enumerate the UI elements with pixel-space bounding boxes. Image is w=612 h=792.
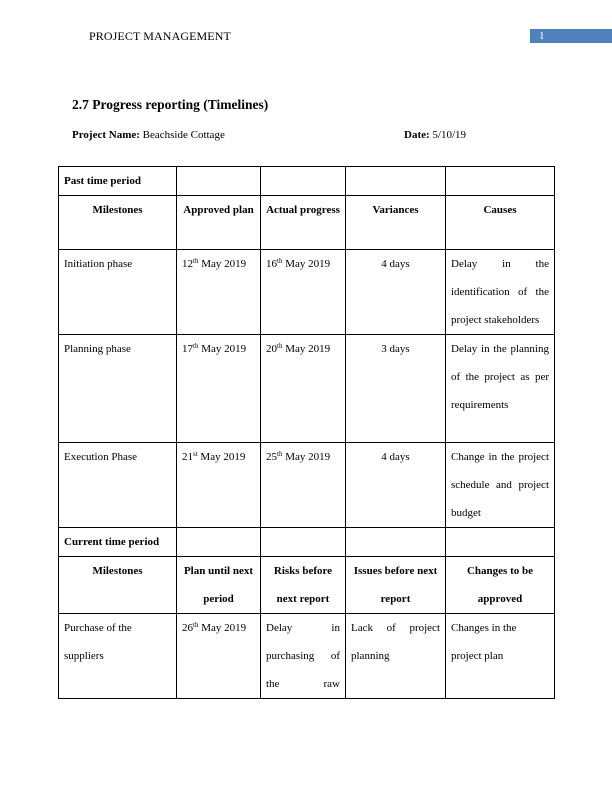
risk-cell: Delay in purchasing of the raw: [261, 614, 346, 699]
actual-date-cell: 16th May 2019: [261, 250, 346, 335]
header-plan-until-next: Plan until next period: [177, 557, 261, 614]
header-variances: Variances: [346, 196, 446, 250]
plan-date-cell: 12th May 2019: [177, 250, 261, 335]
milestone-cell: Initiation phase: [59, 250, 177, 335]
cause-cell: Delay in the planning of the project as per requirements: [446, 335, 555, 443]
header-risks: Risks before next report: [261, 557, 346, 614]
project-name-value: Beachside Cottage: [142, 129, 225, 141]
progress-table: [58, 166, 555, 699]
actual-date-cell: 20th May 2019: [261, 335, 346, 443]
table-row: [59, 250, 555, 335]
current-period-label: Current time period: [59, 528, 177, 557]
milestone-cell: Planning phase: [59, 335, 177, 443]
current-period-row: [59, 528, 555, 557]
cause-cell: Delay in the identification of the project stakeholders: [446, 250, 555, 335]
date-value: 5/10/19: [432, 129, 467, 141]
header-approved-plan: Approved plan: [177, 196, 261, 250]
change-cell: Changes in the project plan: [446, 614, 555, 699]
current-header-row: [59, 557, 555, 614]
running-header: PROJECT MANAGEMENT: [89, 29, 231, 43]
plan-date-cell: 26th May 2019: [177, 614, 261, 699]
past-period-row: [59, 167, 555, 196]
table-row: [59, 335, 555, 443]
date-line: [404, 129, 466, 141]
actual-date-cell: 25th May 2019: [261, 443, 346, 528]
header-milestones: Milestones: [59, 196, 177, 250]
past-header-row: [59, 196, 555, 250]
table-row: [59, 614, 555, 699]
cause-cell: Change in the project schedule and project budget: [446, 443, 555, 528]
project-name-line: [72, 129, 225, 141]
past-period-label: Past time period: [59, 167, 177, 196]
milestone-cell: Execution Phase: [59, 443, 177, 528]
section-heading: 2.7 Progress reporting (Timelines): [72, 97, 269, 112]
header-milestones: Milestones: [59, 557, 177, 614]
table-row: [59, 443, 555, 528]
page-number: 1: [530, 29, 612, 43]
plan-date-cell: 21st May 2019: [177, 443, 261, 528]
date-label: Date:: [404, 129, 430, 141]
header-actual-progress: Actual progress: [261, 196, 346, 250]
project-name-label: Project Name:: [72, 129, 140, 141]
header-changes: Changes to be approved: [446, 557, 555, 614]
header-causes: Causes: [446, 196, 555, 250]
variance-cell: 3 days: [346, 335, 446, 443]
milestone-cell: Purchase of the suppliers: [59, 614, 177, 699]
variance-cell: 4 days: [346, 443, 446, 528]
issue-cell: Lack of project planning: [346, 614, 446, 699]
header-issues: Issues before next report: [346, 557, 446, 614]
variance-cell: 4 days: [346, 250, 446, 335]
plan-date-cell: 17th May 2019: [177, 335, 261, 443]
